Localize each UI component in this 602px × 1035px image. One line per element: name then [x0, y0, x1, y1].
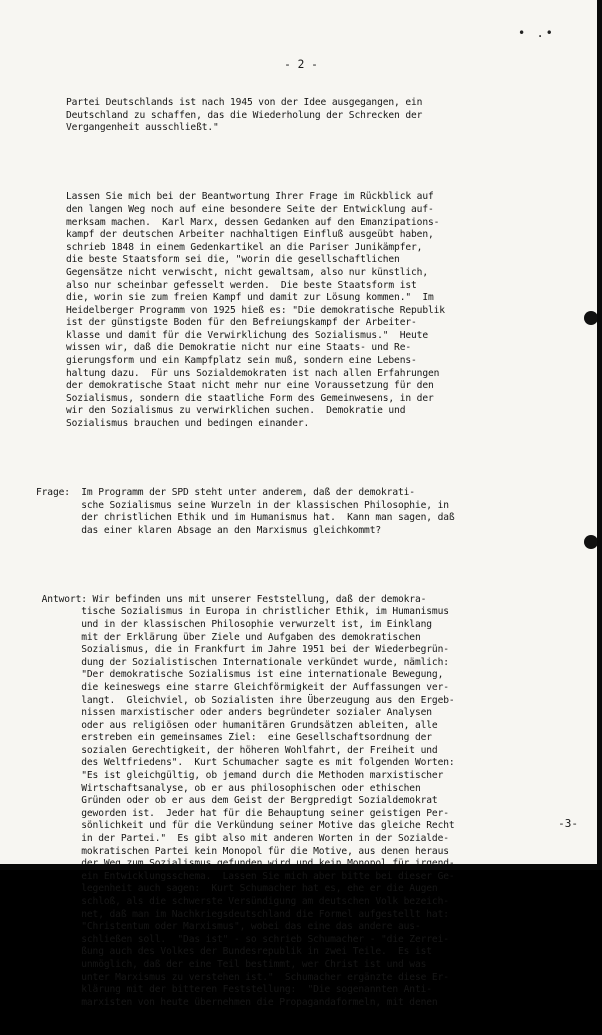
paragraph-marx: Lassen Sie mich bei der Beantwortung Ihrer Frage im Rückblick auf den langen Weg noch auf eine besondere Seite der Entwicklung auf- merksam machen. Karl Marx, dessen Gedanken auf den Emanzipations- kampf der deutschen Arbeiter nachhaltigen Einfluß ausgeübt haben, schrieb 1848 in einem Gedenkartikel an die Pariser Junikämpfer, die beste Staatsform sei die, "worin die gesellschaftlichen Gegensätze nicht verwischt, nicht gewaltsam, also nur künstlich, also nur scheinbar gefesselt werden. Die beste Staatsform ist die, worin sie zum freien Kampf und damit zur Lösung kommen." Im Heidelberger Programm von 1925 hieß es: "Die demokratische Republik ist der günstigste Boden für den Befreiungskampf der Arbeiter- klasse und damit für die Verwirklichung des Sozialismus." Heute wissen wir, daß die Demokratie nicht nur eine Staats- und Re- gierungsform und ein Kampfplatz sein muß, sondern eine Lebens- haltung dazu. Für uns Sozialdemokraten ist nach allen Erfahrungen der demokratische Staat nicht mehr nur eine Voraussetzung für den Sozialismus, sondern die staatliche Form des Gemeinwesens, in der wir den Sozialismus zu verwirklichen suchen. Demokratie und Sozialismus brauchen und bedingen einander. [66, 191, 445, 430]
punch-hole-top [584, 311, 598, 325]
answer-paragraph: Antwort: Wir befinden uns mit unserer Feststellung, daß der demokra- tische Sozialismus in Europa in christlicher Ethik, im Humanismus und in der klassischen Philosophie verwurzelt ist, im Einklang mit der Erklärung über Ziele und Aufgaben des demokratischen Sozialismus, die in Frankfurt im Jahre 1951 bei der Wiederbegrün- dung der Sozialistischen Internationale verkündet wurde, nämlich: "Der demokratische Sozialismus ist eine internationale Bewegung, die keineswegs eine starre Gleichförmigkeit der Auffassungen ver- langt. Gleichviel, ob Sozialisten ihre Überzeugung aus den Ergeb- nissen marxistischer oder anders begründeter sozialer Analysen oder aus religiösen oder humanitären Grundsätzen ableiten, alle erstreben ein gemeinsames Ziel: eine Gesellschaftsordnung der sozialen Gerechtigkeit, der höheren Wohlfahrt, der Freiheit und des Weltfriedens". Kurt Schumacher sagte es mit folgenden Worten: "Es ist gleichgültig, ob jemand durch die Methoden marxistischer Wirtschaftsanalyse, ob er aus philosophischen oder ethischen Gründen oder ob er aus dem Geist der Bergpredigt Sozialdemokrat geworden ist. Jeder hat für die Behauptung seiner geistigen Per- sönlichkeit und für die Verkündung seiner Motive das gleiche Recht in der Partei." Es gibt also mit anderen Worten in der Sozialde- mokratischen Partei kein Monopol für die Motive, aus denen heraus ein Entwicklungsschema. Lassen Sie mich aber bitte bei dieser Ge- legenheit auch sagen: Kurt Schumacher hat es, ehe er die Augen schloß, als die schwerste Versündigung am deutschen Volk bezeich- net, daß man im Nachkriegsdeutschland die Formel aufgestellt hat: "Christentum oder Marxismus", wobei das eine das andere aus- schließen soll. "Das ist" - so schrieb Schumacher - "die Zerrei- ßung auch des Volkes der Bundesrepublik in zwei Teile. Es ist unmöglich, daß der eine Teil bestimmt, wer Christ ist und was unter Marxismus zu verstehen ist." Schumacher ergänzte diese Er- klärung mit der bitteren Feststellung: "Die sogenannten Anti- marxisten von heute übernehmen die Propagandaformeln, mit denen [41, 593, 455, 1008]
scan-border-right [597, 0, 602, 870]
paragraph-intro: Partei Deutschlands ist nach 1945 von der Idee ausgegangen, ein Deutschland zu schaffen, das die Wiederholung der Schrecken der Vergangenheit ausschließt." [66, 97, 423, 134]
body-text [36, 72, 586, 1035]
punch-hole-bottom [584, 535, 598, 549]
question-paragraph: Frage: Im Programm der SPD steht unter anderem, daß der demokrati- sche Sozialismus seine Wurzeln in der klassischen Philosophie, in der christlichen Ethik und im Humanismus hat. Kann man sagen, daß das einer klaren Absage an den Marxismus gleichkommt? [36, 487, 455, 536]
next-page-number: -3- [558, 817, 578, 830]
scan-border-bottom [0, 864, 602, 870]
corner-marks: • .• [518, 26, 555, 40]
page-number: - 2 - [284, 58, 318, 71]
